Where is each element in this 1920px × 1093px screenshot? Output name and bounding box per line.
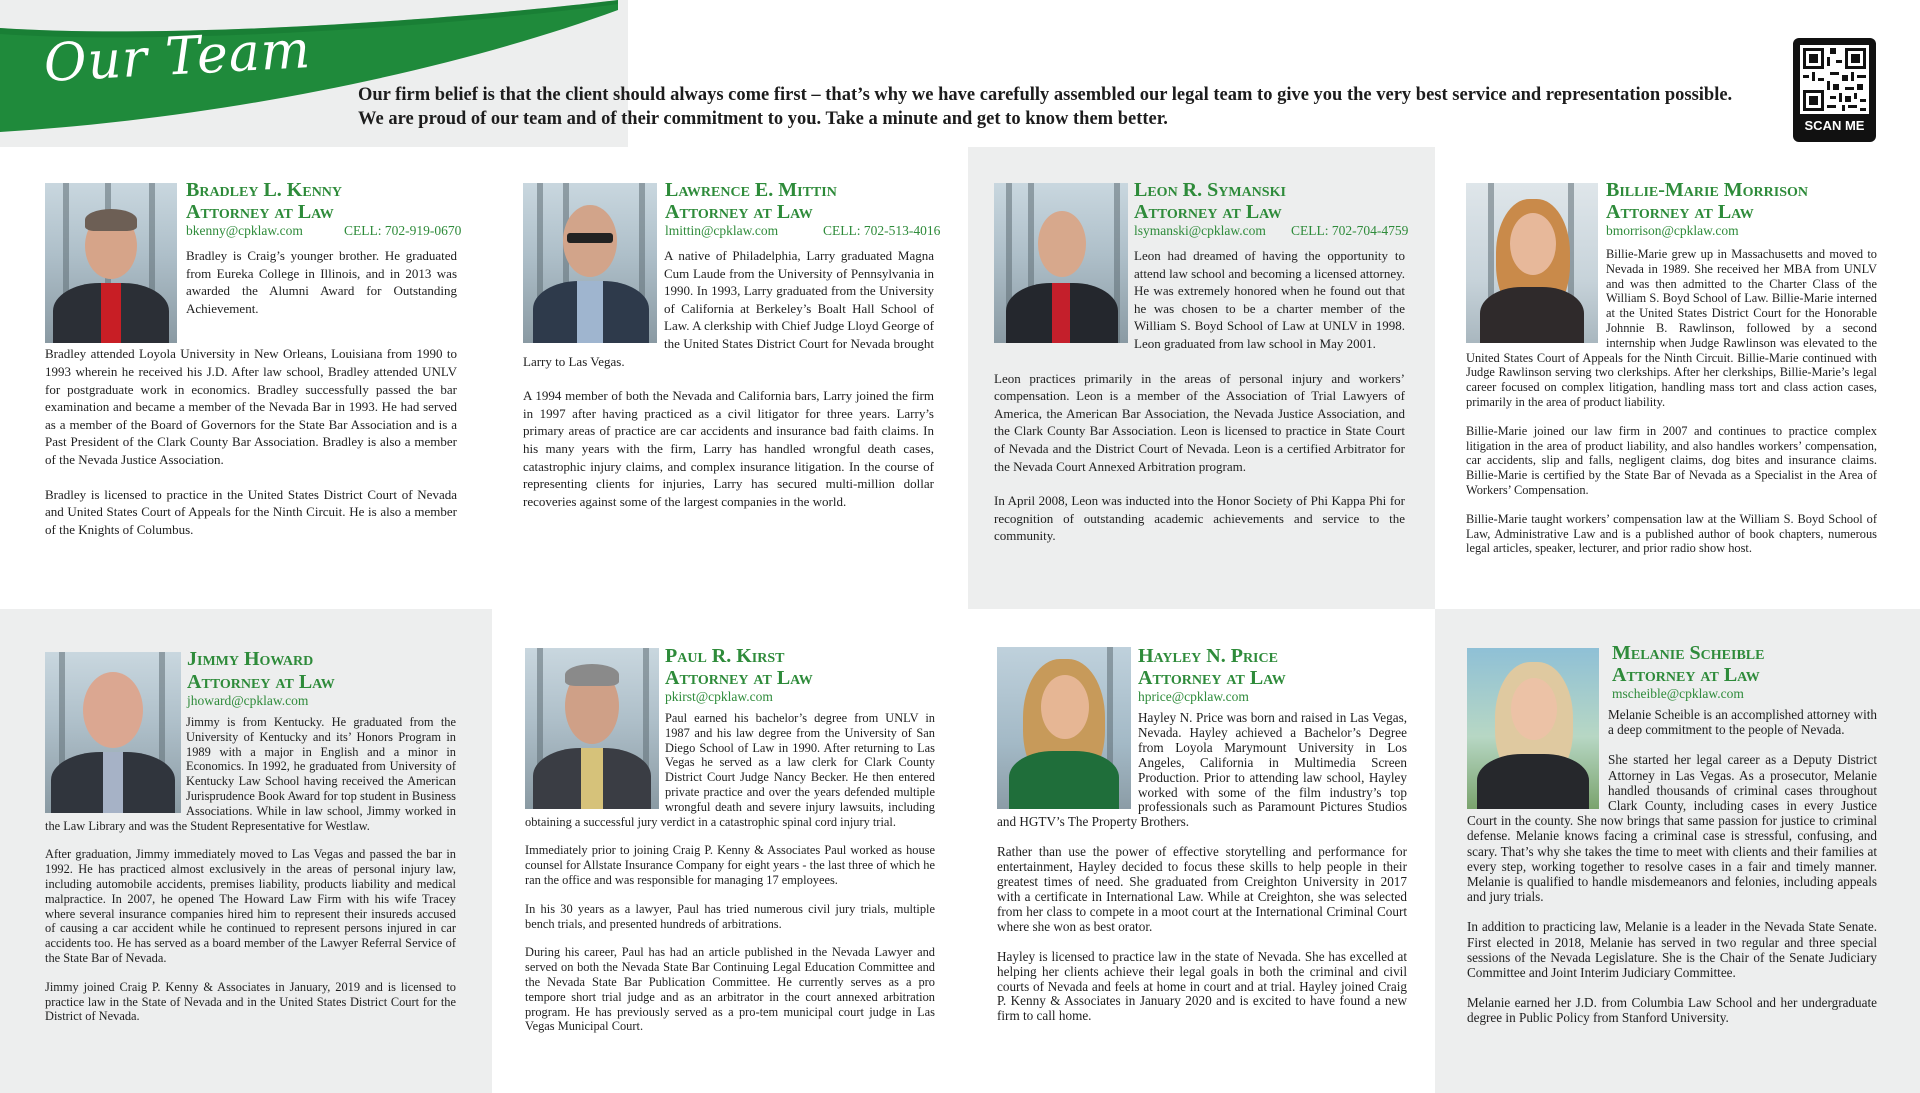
bio-paragraph: Billie-Marie grew up in Massachusetts and moved to Nevada in 1989. She received her MBA from UNLV and was then admitted to the Charter Class of the William S. Boyd School of Law. Billie-Marie interned at the United States District Court for the Honorable Johnnie B. Rawlinson, followed by a second internship when Judge Rawlinson was elevated to the United States Court of Appeals for the Ninth Circuit. Billie-Marie continued with Judge Rawlinson serving two clerkships. After her clerkships, Billie-Marie’s legal career focused on complex litigation, handling mass tort and class action cases, primarily in the area of product liability. (1466, 247, 1877, 409)
attorney-name: Paul R. Kirst (665, 645, 785, 667)
attorney-role: Attorney at Law (186, 201, 334, 223)
attorney-email[interactable]: mscheible@cpklaw.com (1612, 686, 1744, 701)
attorney-bio (523, 247, 934, 527)
attorney-name: Lawrence E. Mittin (665, 179, 837, 201)
attorney-bio (45, 247, 457, 555)
attorney-email[interactable]: pkirst@cpklaw.com (665, 689, 773, 704)
bio-paragraph: During his career, Paul has had an article published in the Nevada Lawyer and served on both the Nevada State Bar Continuing Legal Education Committee and the Nevada State Bar Publication Committee. He currently serves as a pro tempore short trial judge and as an arbitrator in the court annexed arbitration program. He has previously served as a pro-tem municipal court judge in Las Vegas Municipal Court. (525, 945, 935, 1034)
qr-code-icon (1800, 45, 1869, 114)
attorney-cell[interactable]: CELL: 702-704-4759 (1291, 223, 1409, 238)
attorney-name: Bradley L. Kenny (186, 179, 343, 201)
bio-paragraph: Immediately prior to joining Craig P. Kenny & Associates Paul worked as house counsel for Allstate Insurance Company for eight years - the last three of which he ran the office and was responsible for managing 17 employees. (525, 843, 935, 887)
bio-paragraph: Leon had dreamed of having the opportunity to attend law school and becoming a licensed attorney. He was extremely honored when he found out that he was chosen to be a charter member of the William S. Boyd School of Law at UNLV in 1998. Leon graduated from law school in May 2001. (1134, 248, 1405, 351)
attorney-contact (1606, 223, 1896, 239)
attorney-bio (994, 247, 1405, 562)
attorney-name: Jimmy Howard (187, 648, 314, 670)
bio-paragraph: Jimmy joined Craig P. Kenny & Associates in January, 2019 and is licensed to practice law in the State of Nevada and in the United States District Court for the District of Nevada. (45, 979, 456, 1024)
bio-paragraph: A 1994 member of both the Nevada and California bars, Larry joined the firm in 1997 after having practiced as a civil litigator for three years. Larry’s primary areas of practice are car accidents and insurance bad faith claims. In his many years with the firm, Larry has handled wrongful death cases, catastrophic injury claims, and complex insurance litigation. In the course of representing clients for injuries, Larry has secured multi-million dollar recoveries against some of the largest companies in the world. (523, 388, 934, 509)
bio-paragraph: In addition to practicing law, Melanie is a leader in the Nevada State Senate. First elected in 2018, Melanie has served in two regular and three special sessions of the Nevada Legislature. She is the Chair of the Senate Judiciary Committee and Joint Interim Judiciary Committee. (1467, 919, 1877, 981)
bio-paragraph: Billie-Marie taught workers’ compensation law at the William S. Boyd School of Law, Administrative Law and is a published author of book chapters, numerous legal articles, speaker, lecturer, and prior radio show host. (1466, 511, 1877, 556)
attorney-email[interactable]: bmorrison@cpklaw.com (1606, 223, 1739, 238)
attorney-role: Attorney at Law (1612, 664, 1760, 686)
attorney-email[interactable]: lsymanski@cpklaw.com (1134, 223, 1266, 238)
attorney-cell[interactable]: CELL: 702-919-0670 (344, 223, 462, 238)
attorney-role: Attorney at Law (665, 667, 813, 689)
bio-paragraph: In his 30 years as a lawyer, Paul has tried numerous civil jury trials, multiple bench trials, and presented hundreds of arbitrations. (525, 901, 935, 931)
attorney-contact (187, 693, 467, 709)
bio-paragraph: A native of Philadelphia, Larry graduated Magna Cum Laude from the University of Pennsylvania in 1990. In 1993, Larry graduated from the University of California at Berkeley’s Boalt Hall School of Law. A clerkship with Chief Judge Lloyd George of the United States District Court for Nevada brought Larry to Las Vegas. (523, 248, 934, 369)
attorney-cell[interactable]: CELL: 702-513-4016 (823, 223, 941, 238)
bio-paragraph: Hayley N. Price was born and raised in Las Vegas, Nevada. Hayley achieved a Bachelor’s Degree from Loyola Marymount University in Los Angeles, California in Multimedia Screen Production. Prior to attending law school, Hayley worked with some of the film industry’s top professionals such as Paramount Pictures Studios and HGTV’s The Property Brothers. (997, 710, 1407, 830)
bio-paragraph: She started her legal career as a Deputy District Attorney in Las Vegas. As a prosecutor, Melanie handled thousands of criminal cases throughout Clark County, including cases in every Justice Court in the county. She now brings that same passion for justice to criminal defense. Melanie knows facing a criminal case is stressful, confusing, and scary. That’s why she takes the time to meet with clients and their families at every step, working together to resolve cases in a fair and timely manner. Melanie is qualified to handle misdemeanors and felonies, including appeals and jury trials. (1467, 752, 1877, 905)
bio-paragraph: Billie-Marie joined our law firm in 2007 and continues to practice complex litigation in the area of product liability, and also handles workers’ compensation, car accidents, slip and falls, negligent claims, dog bites and insurance claims. Billie-Marie is certified by the State Bar of Nevada as a Specialist in the Area of Workers’ Compensation. (1466, 423, 1877, 497)
attorney-email[interactable]: jhoward@cpklaw.com (187, 693, 309, 708)
bio-paragraph: Jimmy is from Kentucky. He graduated from the University of Kentucky and its’ Honors Program in 1989 with a major in English and a minor in Economics. In 1992, he graduated from University of Kentucky Law School having received the American Jurisprudence Book Award for top student in Business Associations. While in law school, Jimmy worked in the Law Library and was the Student Representative for Westlaw. (45, 715, 456, 833)
page-title: Our Team (42, 20, 313, 94)
attorney-contact (1134, 223, 1424, 239)
bio-paragraph: Bradley is licensed to practice in the United States District Court of Nevada and United States Court of Appeals for the Ninth Circuit. He is also a member of the Knights of Columbus. (45, 486, 457, 537)
attorney-email[interactable]: bkenny@cpklaw.com (186, 223, 303, 238)
attorney-contact (1612, 686, 1872, 702)
attorney-role: Attorney at Law (665, 201, 813, 223)
attorney-contact (186, 223, 476, 239)
intro-text: Our firm belief is that the client should always come first – that’s why we have carefully assembled our legal team to give you the very best service and representation possible. We are proud of our team and of their commitment to you. Take a minute and get to know them better. (358, 85, 1733, 129)
attorney-role: Attorney at Law (187, 671, 335, 693)
attorney-contact (1138, 689, 1398, 705)
qr-code[interactable] (1793, 38, 1876, 142)
bio-paragraph: Rather than use the power of effective storytelling and performance for entertainment, Hayley decided to focus these skills to help people in their greatest times of need. She graduated from Creighton University in 2017 with a certificate in International Law. While at Creighton, she was selected from her class to compete in a moot court at the International Criminal Court where she won as best orator. (997, 844, 1407, 934)
attorney-name: Melanie Scheible (1612, 642, 1765, 664)
bio-paragraph: In April 2008, Leon was inducted into the Honor Society of Phi Kappa Phi for recognition of outstanding academic achievements and service to the community. (994, 493, 1405, 544)
attorney-email[interactable]: lmittin@cpklaw.com (665, 223, 779, 238)
bio-paragraph: Bradley is Craig’s younger brother. He graduated from Eureka College in Illinois, and in 2013 was awarded the Alumni Award for Outstanding Achievement. (186, 248, 457, 316)
attorney-role: Attorney at Law (1606, 201, 1754, 223)
attorney-name: Hayley N. Price (1138, 645, 1278, 667)
bio-paragraph: Bradley attended Loyola University in New Orleans, Louisiana from 1990 to 1993 wherein he received his J.D. After law school, Bradley attended UNLV for postgraduate work in economics. Bradley successfully passed the bar examination and became a member of the Nevada Bar in 1993. He had served as a member of the Board of Governors for the State Bar Association and is a Past President of the Clark County Bar Association. Bradley is also a member of the Nevada Justice Association. (45, 346, 457, 467)
attorney-role: Attorney at Law (1134, 201, 1282, 223)
attorney-email[interactable]: hprice@cpklaw.com (1138, 689, 1249, 704)
attorney-bio (1467, 707, 1877, 1043)
qr-label: SCAN ME (1804, 118, 1865, 133)
attorney-name: Billie-Marie Morrison (1606, 179, 1809, 201)
bio-paragraph: Leon practices primarily in the areas of personal injury and workers’ compensation. Leon is a member of the Association of Trial Lawyers of America, the American Bar Association, the Nevada Justice Association, and the Clark County Bar Association. Leon is licensed to practice in State Court of Nevada and the District Court of Nevada. Leon is a certified Arbitrator for the Nevada Court Annexed Arbitration program. (994, 370, 1405, 474)
bio-paragraph: Hayley is licensed to practice law in the state of Nevada. She has excelled at helping her clients achieve their legal goals in both the criminal and civil courts of Nevada and feels at home in court and at trial. Hayley joined Craig P. Kenny & Associates in January 2020 and is excited to have found a new firm to call home. (997, 948, 1407, 1024)
attorney-contact (665, 223, 955, 239)
attorney-bio (45, 715, 456, 1038)
bio-paragraph: Melanie Scheible is an accomplished attorney with a deep commitment to the people of Nevada. (1608, 707, 1877, 738)
attorney-bio (997, 711, 1407, 1041)
attorney-contact (665, 689, 945, 705)
attorney-bio (1466, 247, 1877, 570)
attorney-bio (525, 711, 935, 1048)
bio-paragraph: Paul earned his bachelor’s degree from UNLV in 1987 and his law degree from the University of San Diego School of Law in 1990. After returning to Las Vegas he served as a law clerk for Clark County District Court Judge Nancy Becker. He then entered private practice and over the years defended multiple wrongful death and severe injury lawsuits, including obtaining a successful jury verdict in a catastrophic spinal cord injury trial. (525, 711, 935, 829)
attorney-name: Leon R. Symanski (1134, 179, 1286, 201)
attorney-role: Attorney at Law (1138, 667, 1286, 689)
bio-paragraph: After graduation, Jimmy immediately moved to Las Vegas and passed the bar in 1992. He has practiced almost exclusively in the areas of personal injury law, including automobile accidents, premises liability, products liability and medical malpractice. In 2007, he opened The Howard Law Firm with his wife Tracey where several insurance companies hired him to represent their insureds accused of causing a car accident while he continued to represent persons injured in car accidents too. He has served as a board member of the Lawyer Referral Service of the State Bar of Nevada. (45, 847, 456, 965)
bio-paragraph: Melanie earned her J.D. from Columbia Law School and her undergraduate degree in Public Policy from Stanford University. (1467, 995, 1877, 1026)
